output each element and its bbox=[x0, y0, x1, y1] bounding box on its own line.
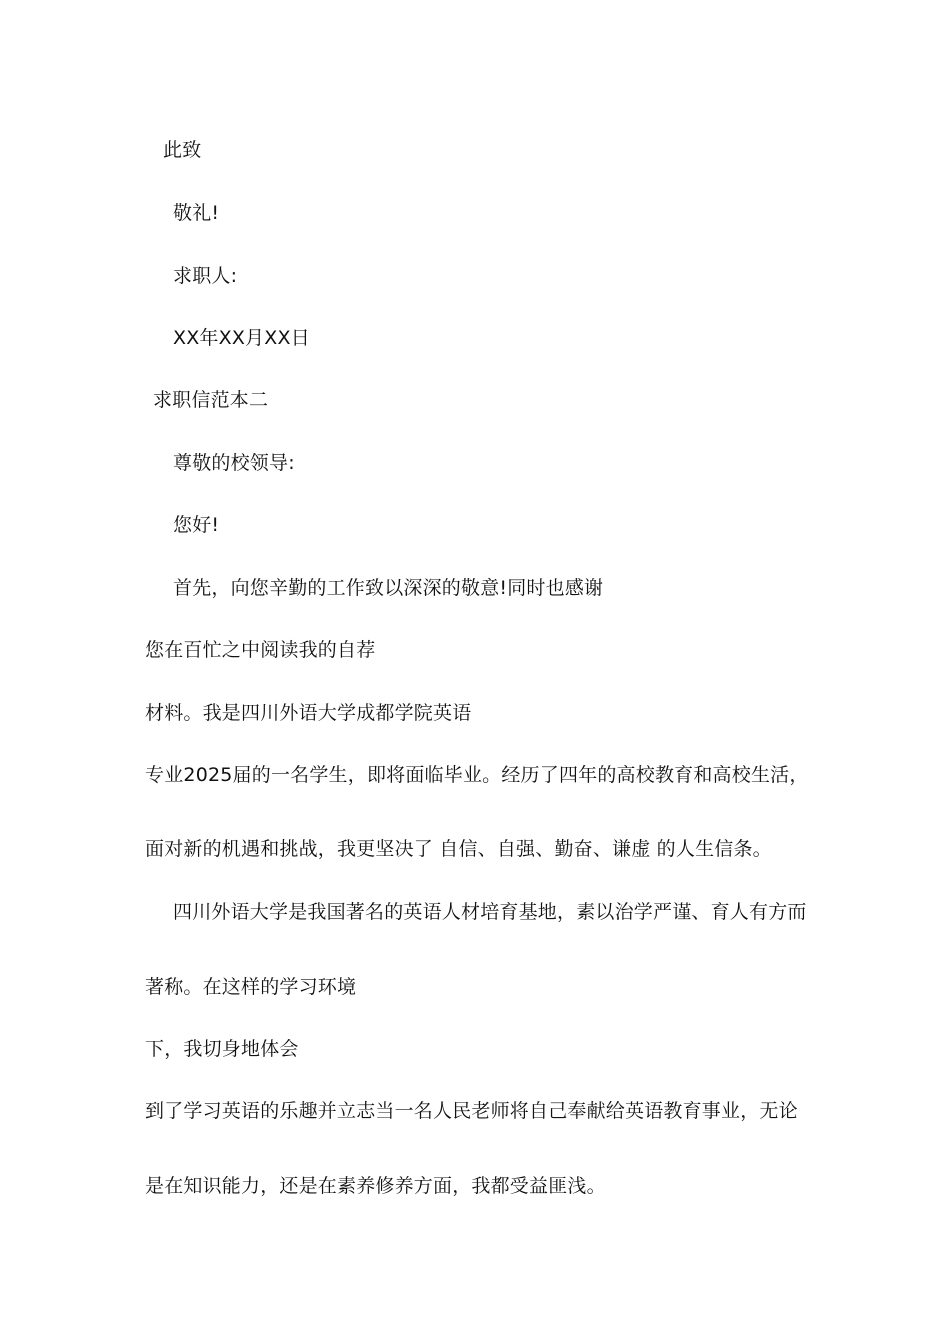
applicant-label: 求职人: bbox=[173, 265, 238, 287]
paragraph-line: 四川外语大学是我国著名的英语人材培育基地，素以治学严谨、育人有方而 bbox=[173, 901, 807, 923]
paragraph-line: 是在知识能力，还是在素养修养方面，我都受益匪浅。 bbox=[145, 1175, 606, 1197]
closing-salutation: 此致 bbox=[163, 139, 202, 161]
paragraph-line: 到了学习英语的乐趣并立志当一名人民老师将自己奉献给英语教育事业，无论 bbox=[145, 1100, 798, 1122]
paragraph-line: 专业2025届的一名学生，即将面临毕业。经历了四年的高校教育和高校生活， bbox=[145, 764, 809, 786]
paragraph-line: 首先，向您辛勤的工作致以深深的敬意!同时也感谢 bbox=[173, 577, 604, 599]
paragraph-line: 材料。我是四川外语大学成都学院英语 bbox=[145, 702, 472, 724]
paragraph-line: 下，我切身地体会 bbox=[145, 1038, 299, 1060]
paragraph-line: 您在百忙之中阅读我的自荐 bbox=[145, 639, 376, 661]
greeting-hello: 您好! bbox=[173, 514, 220, 536]
closing-regards: 敬礼! bbox=[173, 202, 220, 224]
section-title: 求职信范本二 bbox=[153, 389, 269, 411]
date-line: XX年XX月XX日 bbox=[173, 327, 310, 349]
paragraph-line: 著称。在这样的学习环境 bbox=[145, 976, 357, 998]
paragraph-line: 面对新的机遇和挑战，我更坚决了 自信、自强、勤奋、谦虚 的人生信条。 bbox=[145, 838, 772, 860]
greeting-recipient: 尊敬的校领导: bbox=[173, 452, 295, 474]
